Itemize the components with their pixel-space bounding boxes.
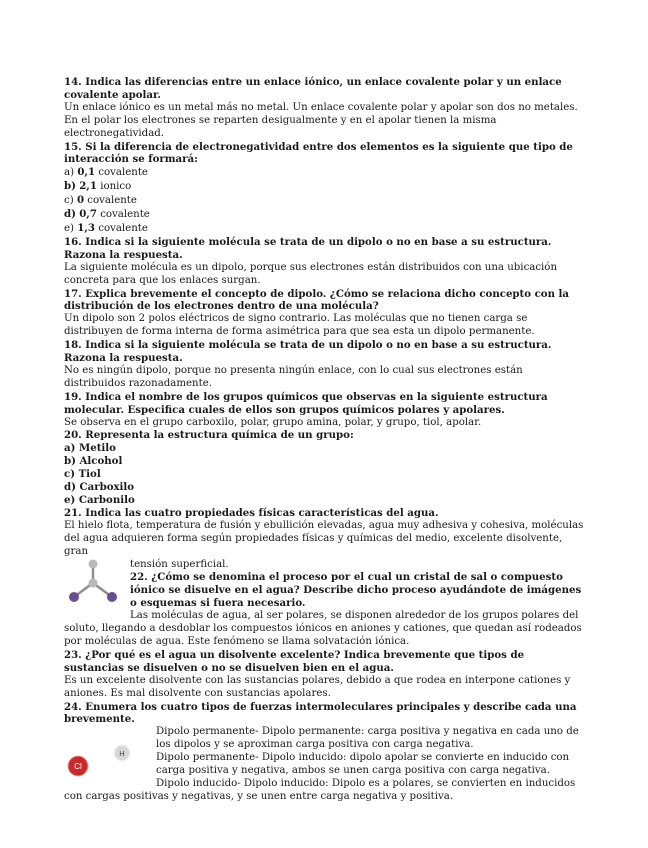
q24-item-1: Dipolo permanente- Dipolo permanente: carga positiva y negativa en cada uno de los dipolos y se aproximan carga positiva con carga negativa. (156, 726, 579, 751)
atom-center (89, 578, 98, 587)
svg-text:Cl: Cl (74, 762, 82, 772)
q15-option-e: e) 1,3 covalente (64, 221, 148, 234)
q19-answer: Se observa en el grupo carboxilo, polar, grupo amina, polar, y grupo, tiol, apolar. (64, 416, 482, 428)
q24-question: 24. Enumera los cuatro tipos de fuerzas intermoleculares principales y describe cada una brevemente. (64, 700, 577, 726)
q15-option-a: a) 0,1 covalente (64, 166, 148, 179)
q18-answer: No es ningún dipolo, porque no presenta ningún enlace, con lo cual sus electrones están distribuidos razonadamente. (64, 364, 523, 389)
q23-question: 23. ¿Por qué es el agua un disolvente excelente? Indica brevemente que tipos de sustancias se disuelven o no se disuelven bien en el agua. (64, 648, 525, 674)
water-molecule-image (64, 559, 122, 611)
q24-block (64, 726, 584, 791)
q15-question: 15. Si la diferencia de electronegatividad entre dos elementos es la siguiente que tipo de interacción se formará: (64, 140, 573, 166)
atom-right (107, 592, 117, 602)
q15-option-c: c) 0 covalente (64, 194, 137, 207)
atom-left (69, 592, 79, 602)
q17-answer: Un dipolo son 2 polos eléctricos de signo contrario. Las moléculas que no tienen carga se distribuyen de forma interna de forma asimétrica para que sea esta un dipolo permanente. (64, 313, 535, 338)
document-page (64, 76, 584, 804)
q24-item-3-line1: Dipolo inducido- Dipolo inducido: Dipolo es a polares, se convierten en inducidos (156, 777, 576, 789)
q24-item-3-rest: con cargas positivas y negativas, y se unen entre carga negativa y positiva. (64, 790, 454, 802)
q21-question: 21. Indica las cuatro propiedades físicas características del agua. (64, 506, 439, 519)
q17-question: 17. Explica brevemente el concepto de dipolo. ¿Cómo se relaciona dicho concepto con la distribución de los electrones dentro de una molécula? (64, 287, 570, 313)
q20-option-a: a) Metilo (64, 442, 116, 455)
atom-top (89, 559, 98, 568)
q24-item-2: Dipolo permanente- Dipolo inducido: dipolo apolar se convierte en inducido con carga positiva y negativa, ambos se unen carga positiva con carga negativa. (156, 752, 570, 777)
q23-answer: Es un excelente disolvente con las sustancias polares, debido a que rodea en interpone cationes y aniones. Es mal disolvente con sustancias apolares. (64, 674, 571, 699)
q18-question: 18. Indica si la siguiente molécula se trata de un dipolo o no en base a su estructura. Razona la respuesta. (64, 339, 552, 365)
svg-text:H: H (119, 749, 125, 759)
q22-question: 22. ¿Cómo se denomina el proceso por el cual un cristal de sal o compuesto iónico se disuelve en el agua? Describe dicho proceso ayudándote de imágenes o esquemas si fuera necesario. (130, 571, 582, 610)
hcl-molecule-image (64, 744, 144, 804)
q20-option-e: e) Carbonilo (64, 494, 135, 506)
q21-answer: El hielo flota, temperatura de fusión y ebullición elevadas, agua muy adhesiva y cohesiva, moléculas del agua adquieren forma según propiedades físicas y químicas del medio, excelente disolvente, gran (64, 519, 584, 557)
q19-question: 19. Indica el nombre de los grupos químicos que observas en la siguiente estructura molecular. Especifica cuales de ellos son grupos químicos polares y apolares. (64, 390, 548, 416)
q14-answer: Un enlace iónico es un metal más no metal. Un enlace covalente polar y apolar son dos no metales. En el polar los electrones se reparten desigualmente y en el apolar tienen la misma electronegatividad. (64, 101, 578, 139)
q22-answer-line1: Las moléculas de agua, al ser polares, se disponen alrededor de los grupos polares del (130, 610, 579, 622)
q20-option-c: c) Tiol (64, 468, 101, 481)
q15-options (64, 166, 584, 236)
q21-answer-continued: tensión superficial. (130, 558, 229, 570)
q15-option-d: d) 0,7 covalente (64, 208, 150, 221)
q22-block (64, 559, 584, 624)
q14-question: 14. Indica las diferencias entre un enlace iónico, un enlace covalente polar y un enlace covalente apolar. (64, 76, 562, 101)
q15-option-b: b) 2,1 ionico (64, 180, 132, 193)
q22-answer-rest: soluto, llegando a desdoblar los compuestos iónicos en aniones y cationes, que quedan así rodeados por moléculas de agua. Este fenómeno se llama solvatación iónica. (64, 623, 582, 647)
q20-question: 20. Representa la estructura química de un grupo: (64, 429, 354, 442)
q16-question: 16. Indica si la siguiente molécula se trata de un dipolo o no en base a su estructura. Razona la respuesta. (64, 235, 552, 261)
q20-option-b: b) Alcohol (64, 455, 123, 468)
q16-answer: La siguiente molécula es un dipolo, porque sus electrones están distribuidos con una ubicación concreta para que los enlaces surgan. (64, 261, 558, 286)
q20-option-d: d) Carboxilo (64, 481, 135, 494)
